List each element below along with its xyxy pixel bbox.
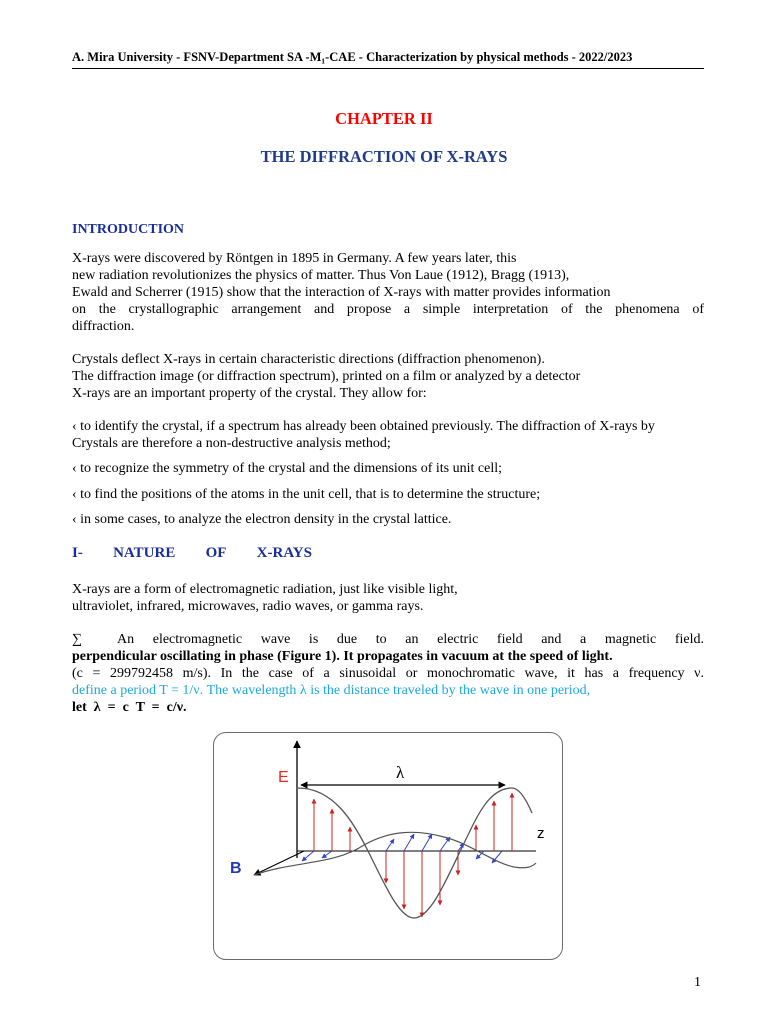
intro-p1-line: X-rays were discovered by Röntgen in 1895 in Germany. A few years later, this xyxy=(72,251,517,266)
sum-symbol: ∑ xyxy=(72,632,82,647)
nature-p1-line: ultraviolet, infrared, microwaves, radio waves, or gamma rays. xyxy=(72,599,424,614)
section-heading-nature-of-x-rays xyxy=(72,545,312,562)
intro-p2-line: X-rays are an important property of the crystal. They allow for: xyxy=(72,386,427,401)
intro-p1-line: Ewald and Scherrer (1915) show that the interaction of X-rays with matter provides information xyxy=(72,285,611,300)
label-z: z xyxy=(537,825,545,842)
label-b: B xyxy=(230,860,242,877)
page-header: A. Mira University - FSNV-Department SA -M₁-CAE - Characterization by physical methods - 2022/2023 xyxy=(72,50,704,69)
b-axis xyxy=(254,851,304,875)
figure-em-wave xyxy=(213,732,563,960)
intro-p1-line: new radiation revolutionizes the physics of matter. Thus Von Laue (1912), Bragg (1913), xyxy=(72,268,570,283)
bullet-item: ‹ in some cases, to analyze the electron density in the crystal lattice. xyxy=(72,512,452,527)
section-word: X-RAYS xyxy=(256,545,312,561)
section-word: OF xyxy=(205,545,227,561)
bullet-item: ‹ to recognize the symmetry of the crystal and the dimensions of its unit cell; xyxy=(72,461,503,476)
nature-p2-text: An electromagnetic wave is due to an electric field and a magnetic field. xyxy=(117,632,704,647)
chapter-label: CHAPTER II xyxy=(335,109,433,128)
intro-p1-line: on the crystallographic arrangement and propose a simple interpretation of the phenomena of xyxy=(72,302,704,317)
label-lambda: λ xyxy=(396,763,405,782)
intro-p1-line: diffraction. xyxy=(72,319,135,334)
nature-p2-line-highlight: define a period T = 1/ν. The wavelength λ is the distance traveled by the wave in one period, xyxy=(72,683,591,698)
section-word: NATURE xyxy=(113,545,176,561)
bullet-item-continued: Crystals are therefore a non-destructive analysis method; xyxy=(72,436,391,451)
chapter-title: THE DIFFRACTION OF X-RAYS xyxy=(260,147,508,166)
nature-p2-formula: let λ = c T = c/ν. xyxy=(72,700,187,715)
section-number: I- xyxy=(72,545,83,561)
label-e: E xyxy=(278,769,289,786)
nature-p2-line: perpendicular oscillating in phase (Figure 1). It propagates in vacuum at the speed of light. xyxy=(72,649,613,664)
em-wave-diagram xyxy=(214,733,562,959)
nature-p1-line: X-rays are a form of electromagnetic radiation, just like visible light, xyxy=(72,582,458,597)
intro-p2-line: Crystals deflect X-rays in certain characteristic directions (diffraction phenomenon). xyxy=(72,352,545,367)
nature-p2-line: (c = 299792458 m/s). In the case of a sinusoidal or monochromatic wave, it has a frequency ν. xyxy=(72,666,704,681)
intro-p2-line: The diffraction image (or diffraction spectrum), printed on a film or analyzed by a detector xyxy=(72,369,581,384)
nature-p2-line-1 xyxy=(72,631,704,648)
page-number: 1 xyxy=(694,975,701,990)
bullet-item: ‹ to identify the crystal, if a spectrum has already been obtained previously. The diffraction of X-rays by xyxy=(72,419,655,434)
e-field-wave xyxy=(298,788,532,918)
intro-heading: INTRODUCTION xyxy=(72,222,185,237)
bullet-item: ‹ to find the positions of the atoms in the unit cell, that is to determine the structure; xyxy=(72,487,541,502)
